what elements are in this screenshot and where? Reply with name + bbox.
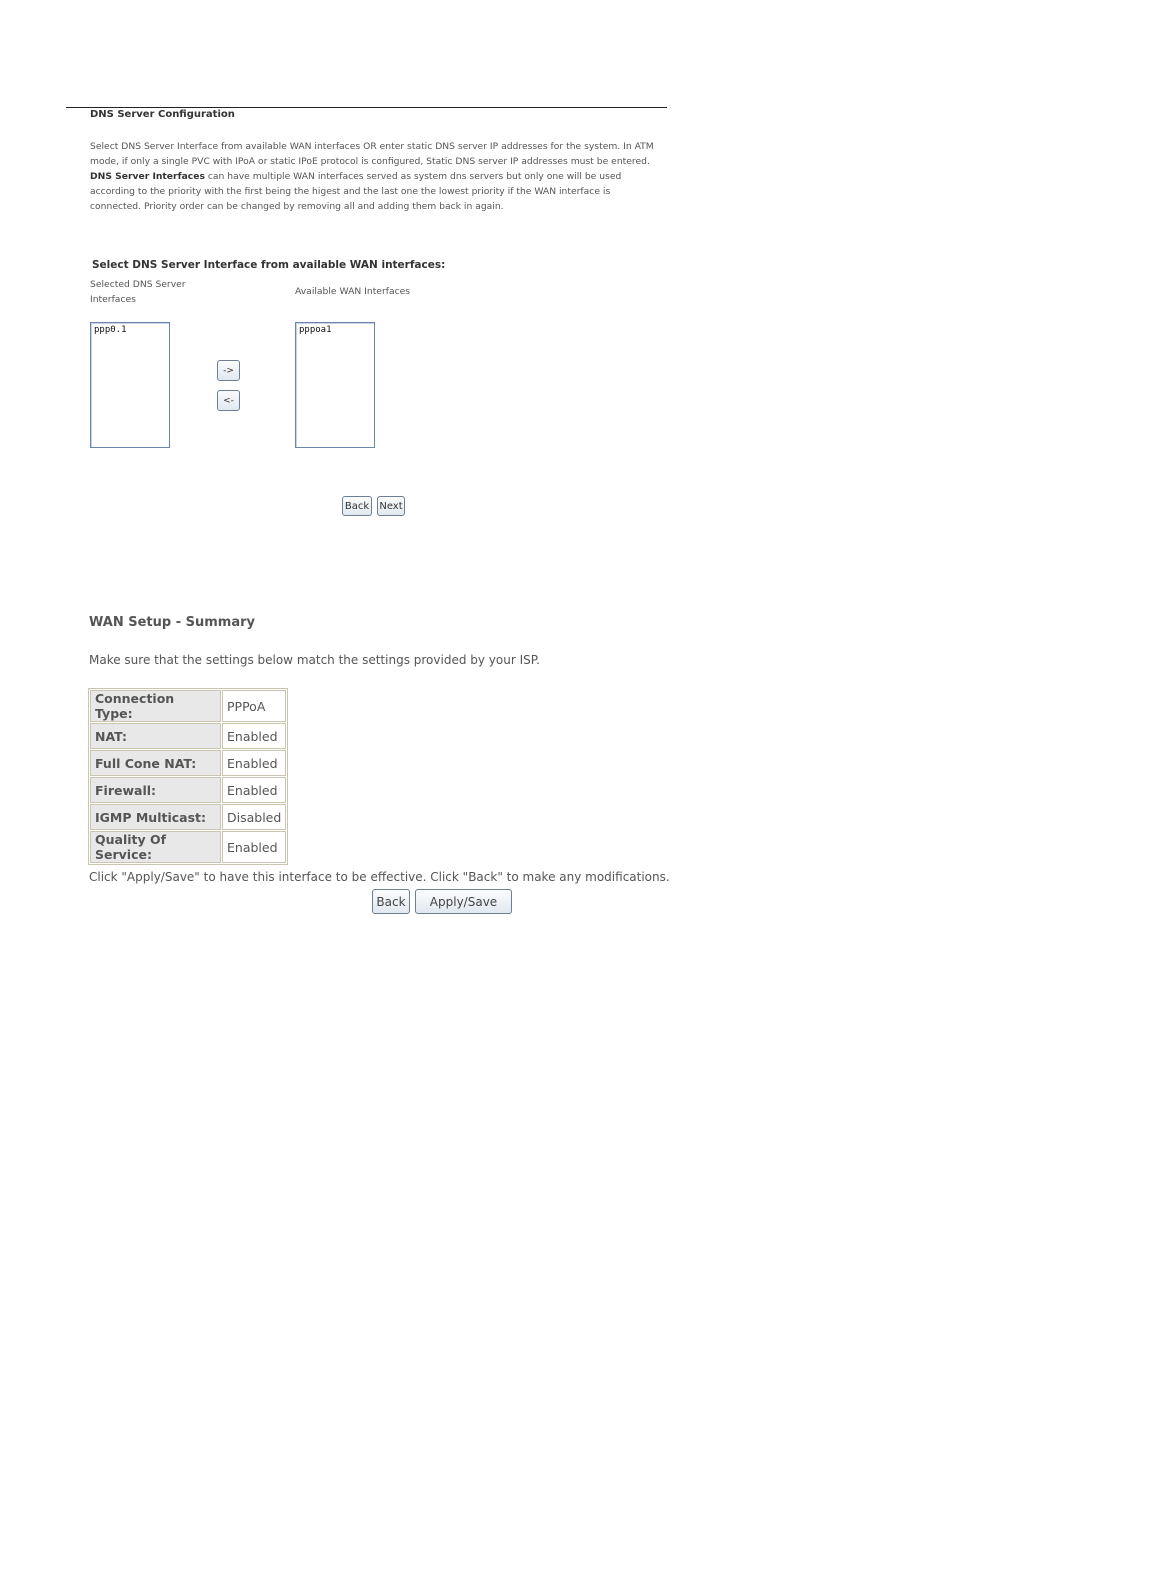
move-to-selected-button[interactable]: <- xyxy=(217,390,240,411)
summary-value: PPPoA xyxy=(222,690,286,722)
available-wan-interfaces-label: Available WAN Interfaces xyxy=(295,286,411,297)
wan-summary-table xyxy=(88,688,288,865)
dns-description-paragraph-1: Select DNS Server Interface from available WAN interfaces OR enter static DNS server IP addresses for the system. In ATM mode, if only a single PVC with IPoA or static IPoE protocol is configured, Static DNS server IP addresses must be entered. xyxy=(90,141,654,167)
table-row xyxy=(90,804,286,830)
table-row xyxy=(90,723,286,749)
wan-summary-title: WAN Setup - Summary xyxy=(89,615,255,630)
dns-config-title: DNS Server Configuration xyxy=(90,109,235,120)
summary-key: Full Cone NAT: xyxy=(90,750,221,776)
move-to-available-button[interactable]: -> xyxy=(217,360,240,381)
wan-summary-footer: Click "Apply/Save" to have this interface to be effective. Click "Back" to make any modifications. xyxy=(89,870,670,884)
list-item[interactable]: ppp0.1 xyxy=(94,325,127,335)
summary-key: Quality Of Service: xyxy=(90,831,221,863)
summary-back-button[interactable]: Back xyxy=(372,889,410,914)
dns-interfaces-explanation: can have multiple WAN interfaces served as system dns servers but only one will be used according to the priority with the first being the higest and the last one the lowest priority if the WAN interface is connected. Priority order can be changed by removing all and adding them back in again. xyxy=(90,171,622,212)
apply-save-button[interactable]: Apply/Save xyxy=(415,889,512,914)
table-row xyxy=(90,690,286,722)
summary-value: Enabled xyxy=(222,723,286,749)
dns-back-button[interactable]: Back xyxy=(342,496,372,516)
summary-key: NAT: xyxy=(90,723,221,749)
available-wan-interfaces-list[interactable] xyxy=(295,322,375,448)
list-item[interactable]: pppoa1 xyxy=(299,325,332,335)
dns-next-button[interactable]: Next xyxy=(377,496,405,516)
dns-interfaces-term: DNS Server Interfaces xyxy=(90,171,205,182)
header-divider xyxy=(66,107,667,108)
table-row xyxy=(90,777,286,803)
select-dns-interface-heading: Select DNS Server Interface from available WAN interfaces: xyxy=(92,259,446,271)
wan-summary-intro: Make sure that the settings below match the settings provided by your ISP. xyxy=(89,653,540,667)
summary-value: Enabled xyxy=(222,750,286,776)
dns-description xyxy=(90,139,660,214)
summary-value: Disabled xyxy=(222,804,286,830)
table-row xyxy=(90,750,286,776)
selected-dns-interfaces-label: Selected DNS Server Interfaces xyxy=(90,279,186,305)
summary-value: Enabled xyxy=(222,831,286,863)
summary-key: Connection Type: xyxy=(90,690,221,722)
table-row xyxy=(90,831,286,863)
dns-description-paragraph-2 xyxy=(90,169,660,214)
summary-key: Firewall: xyxy=(90,777,221,803)
summary-value: Enabled xyxy=(222,777,286,803)
summary-key: IGMP Multicast: xyxy=(90,804,221,830)
selected-dns-interfaces-list[interactable] xyxy=(90,322,170,448)
